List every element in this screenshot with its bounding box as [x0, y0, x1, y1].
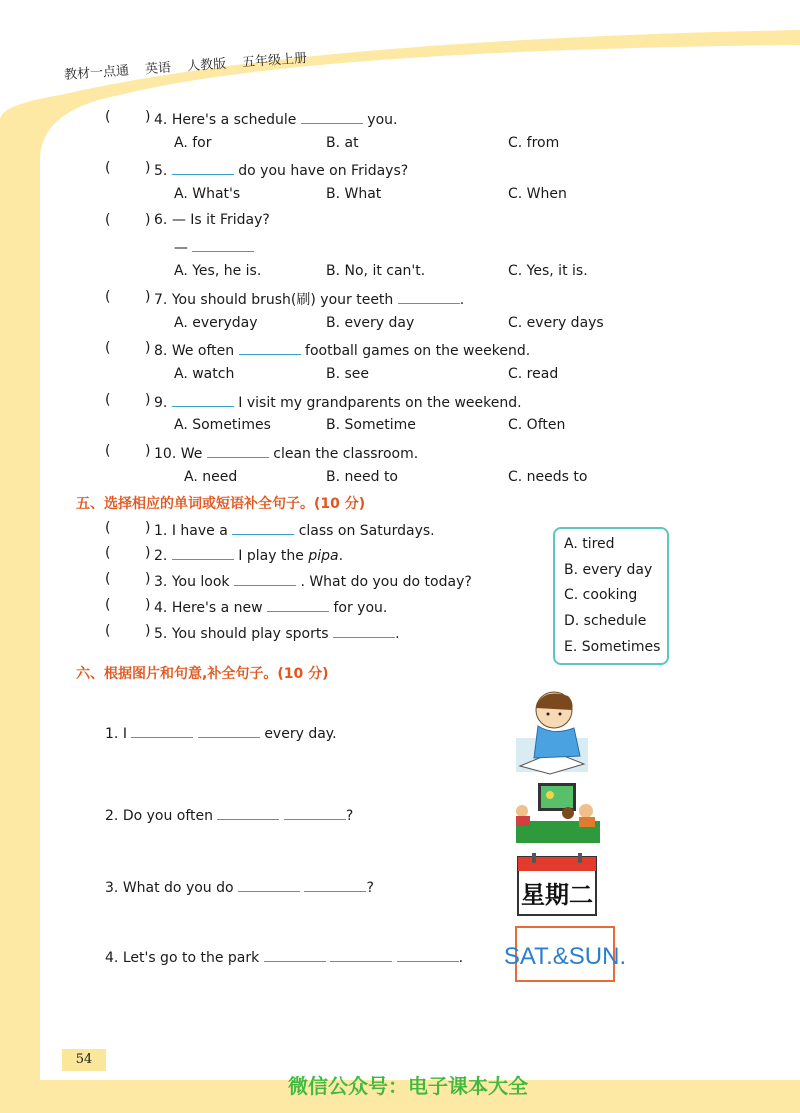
option-a: A. for [174, 135, 212, 151]
question-text: do you have on Fridays? [238, 163, 409, 179]
item-text: I [122, 726, 127, 742]
item-text: Let's go to the park [122, 950, 260, 966]
item-text: I play the [238, 548, 304, 564]
option-a: A. What's [174, 186, 241, 202]
option-c: C. needs to [508, 469, 588, 485]
item-number: 2. [105, 808, 119, 824]
item-text-italic: pipa [308, 548, 339, 564]
answer-blank[interactable] [397, 947, 459, 962]
answer-blank[interactable] [304, 877, 366, 892]
reply-line [174, 237, 254, 256]
header-subject: 英语 [144, 60, 172, 78]
question-number: 10. [154, 446, 177, 462]
family-watching-tv-picture [516, 781, 600, 843]
option-b: B. every day [326, 315, 415, 331]
question-number: 4. [154, 112, 168, 128]
answer-blank[interactable] [301, 109, 363, 124]
question-text: . [459, 292, 465, 308]
calendar-weekday-text: 星期二 [521, 881, 593, 909]
question-8 [154, 340, 530, 359]
question-10 [154, 443, 418, 462]
question-text: — Is it Friday? [171, 212, 270, 228]
question-text: You should brush(刷) your teeth [171, 292, 394, 308]
answer-paren-open: ( [105, 160, 111, 176]
answer-blank[interactable] [267, 597, 329, 612]
option-b: B. see [326, 366, 370, 382]
answer-blank[interactable] [239, 340, 301, 355]
answer-blank[interactable] [172, 392, 234, 407]
answer-blank[interactable] [264, 947, 326, 962]
option-c: C. Yes, it is. [508, 263, 588, 279]
answer-blank[interactable] [238, 877, 300, 892]
section5-item-2 [154, 545, 343, 564]
option-c: C. Often [508, 417, 566, 433]
item-number: 2. [154, 548, 168, 564]
question-number: 7. [154, 292, 168, 308]
section6-item-2 [105, 805, 353, 824]
header-grade: 五年级上册 [241, 51, 308, 71]
answer-paren-close: ) [145, 109, 151, 125]
answer-paren-close: ) [145, 520, 151, 536]
answer-blank[interactable] [192, 237, 254, 252]
answer-paren-open: ( [105, 443, 111, 459]
answer-paren-open: ( [105, 340, 111, 356]
word-bank-option: B. every day [564, 562, 653, 578]
item-text: I have a [171, 523, 228, 539]
reply-dash: — [174, 240, 188, 256]
option-b: B. at [326, 135, 359, 151]
item-number: 5. [154, 626, 168, 642]
section6-item-4 [105, 947, 463, 966]
item-number: 3. [154, 574, 168, 590]
item-text: . [458, 950, 464, 966]
section5-item-1 [154, 520, 435, 539]
question-number: 6. [154, 212, 168, 228]
answer-paren-open: ( [105, 392, 111, 408]
option-c: C. read [508, 366, 559, 382]
question-text: We often [171, 343, 235, 359]
answer-paren-open: ( [105, 623, 111, 639]
answer-blank[interactable] [333, 623, 395, 638]
option-a: A. watch [174, 366, 235, 382]
item-text: . What do you do today? [300, 574, 472, 590]
weekend-card-icon [503, 926, 627, 982]
item-text: ? [345, 808, 354, 824]
item-text: ? [366, 880, 374, 896]
section-5-title: 五、选择相应的单词或短语补全句子。(10 分) [76, 496, 366, 512]
answer-paren-close: ) [145, 340, 151, 356]
answer-paren-open: ( [105, 545, 111, 561]
item-number: 4. [154, 600, 168, 616]
option-a: A. everyday [174, 315, 258, 331]
section5-item-3 [154, 571, 472, 590]
option-b: B. Sometime [326, 417, 416, 433]
answer-blank[interactable] [330, 947, 392, 962]
section5-item-4 [154, 597, 387, 616]
answer-paren-open: ( [105, 109, 111, 125]
question-4 [154, 109, 397, 128]
item-number: 1. [105, 726, 119, 742]
answer-paren-close: ) [145, 160, 151, 176]
answer-blank[interactable] [198, 723, 260, 738]
question-text: clean the classroom. [273, 446, 419, 462]
option-c: C. every days [508, 315, 604, 331]
section6-item-3 [105, 877, 374, 896]
answer-paren-close: ) [145, 212, 151, 228]
calendar-tuesday-icon [516, 851, 598, 917]
question-number: 5. [154, 163, 168, 179]
word-bank-box [553, 527, 669, 665]
word-bank-option: C. cooking [564, 587, 638, 603]
item-text: . [395, 626, 400, 642]
answer-blank[interactable] [232, 520, 294, 535]
answer-paren-close: ) [145, 571, 151, 587]
option-b: B. No, it can't. [326, 263, 426, 279]
answer-paren-open: ( [105, 520, 111, 536]
option-c: C. from [508, 135, 560, 151]
question-7 [154, 289, 464, 309]
question-text: football games on the weekend. [305, 343, 531, 359]
item-text: Here's a new [171, 600, 263, 616]
answer-blank[interactable] [172, 545, 234, 560]
option-b: B. need to [326, 469, 398, 485]
answer-blank[interactable] [398, 289, 460, 304]
section-6-title: 六、根据图片和句意,补全句子。(10 分) [76, 666, 329, 682]
item-text: You look [171, 574, 230, 590]
word-bank-option: A. tired [564, 536, 615, 552]
section6-item-1 [105, 723, 337, 742]
question-6 [154, 212, 270, 228]
question-9 [154, 392, 522, 411]
question-number: 9. [154, 395, 168, 411]
item-text: . [338, 548, 344, 564]
answer-blank[interactable] [207, 443, 269, 458]
answer-blank[interactable] [284, 805, 346, 820]
option-a: A. Yes, he is. [174, 263, 262, 279]
answer-paren-close: ) [145, 443, 151, 459]
item-text: What do you do [122, 880, 234, 896]
answer-blank[interactable] [172, 160, 234, 175]
answer-blank[interactable] [131, 723, 193, 738]
item-text: every day. [264, 726, 337, 742]
item-number: 3. [105, 880, 119, 896]
item-text: Do you often [122, 808, 214, 824]
answer-paren-open: ( [105, 571, 111, 587]
question-text: you. [367, 112, 398, 128]
header-book: 教材一点通 [63, 63, 130, 83]
answer-paren-close: ) [145, 545, 151, 561]
boy-doing-homework-picture [514, 686, 590, 774]
answer-paren-open: ( [105, 597, 111, 613]
question-text: Here's a schedule [171, 112, 297, 128]
header-edition: 人教版 [186, 56, 227, 75]
question-text: We [180, 446, 203, 462]
item-text: You should play sports [171, 626, 329, 642]
option-a: A. need [184, 469, 238, 485]
weekend-text: SAT.&SUN. [503, 943, 627, 970]
question-5 [154, 160, 408, 179]
option-a: A. Sometimes [174, 417, 271, 433]
answer-paren-open: ( [105, 212, 111, 228]
answer-paren-close: ) [145, 597, 151, 613]
answer-paren-open: ( [105, 289, 111, 305]
answer-paren-close: ) [145, 289, 151, 305]
answer-paren-close: ) [145, 623, 151, 639]
question-number: 8. [154, 343, 168, 359]
answer-paren-close: ) [145, 392, 151, 408]
question-text: I visit my grandparents on the weekend. [238, 395, 522, 411]
word-bank-option: E. Sometimes [564, 639, 661, 655]
item-text: for you. [333, 600, 388, 616]
option-b: B. What [326, 186, 382, 202]
answer-blank[interactable] [234, 571, 296, 586]
item-number: 4. [105, 950, 119, 966]
item-text: class on Saturdays. [298, 523, 435, 539]
option-c: C. When [508, 186, 567, 202]
answer-blank[interactable] [217, 805, 279, 820]
page-number: 54 [62, 1049, 106, 1071]
word-bank-option: D. schedule [564, 613, 647, 629]
item-number: 1. [154, 523, 168, 539]
footer-watermark: 微信公众号：电子课本大全 [288, 1074, 528, 1098]
section5-item-5 [154, 623, 400, 642]
